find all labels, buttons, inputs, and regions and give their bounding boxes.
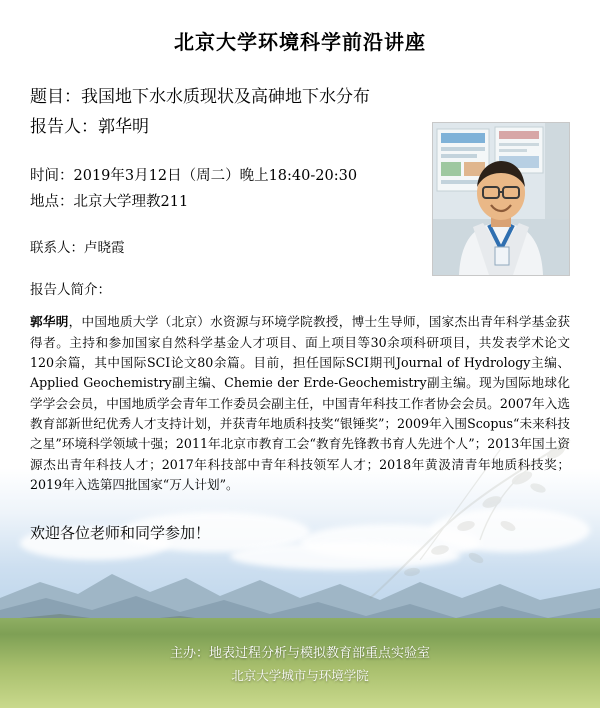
- subject-label: 题目：: [30, 87, 81, 107]
- bio-paragraph: [30, 312, 570, 496]
- subject-value: 我国地下水水质现状及高砷地下水分布: [81, 87, 370, 107]
- speaker-label: 报告人：: [30, 116, 98, 137]
- bio-name: 郭华明: [30, 314, 69, 330]
- subject-line: [30, 83, 570, 113]
- footer-school: 北京大学城市与环境学院: [231, 667, 369, 683]
- contact-label: 联系人：: [30, 240, 84, 257]
- bio-body: ，中国地质大学（北京）水资源与环境学院教授，博士生导师，国家杰出青年科学基金获得者。主持和参加国家自然科学基金人才项目、面上项目等30余项科研项目，共发表学术论文120余篇，其中国际SCI论文80余篇。目前，担任国际SCI期刊Journal of Hydrology主编、Applied Geochemistry副主编、Chemie der Erde-Geochemistry副主编。现为国际地球化学学会会员，中国地质学会青年工作委员会副主任，中国青年科技工作者协会会员。2007年入选教育部新世纪优秀人才支持计划，并获青年地质科技奖“银锤奖”；2009年入围Scopus“未来科技之星”环境科学领域十强；2011年北京市教育工会“教育先锋教书育人先进个人”；2013年国土资源杰出青年科技人才；2017年科技部中青年科技领军人才；2018年黄汲清青年地质科技奖；2019年入选第四批国家“万人计划”。: [30, 314, 571, 493]
- time-label: 时间：: [30, 167, 74, 184]
- place-label: 地点：: [30, 194, 74, 211]
- portrait-illustration: [433, 123, 569, 275]
- welcome-line: 欢迎各位老师和同学参加！: [30, 523, 211, 542]
- speaker-photo: [432, 122, 570, 276]
- time-value: 2019年3月12日（周二）晚上18:40-20:30: [73, 167, 358, 184]
- speaker-value: 郭华明: [98, 116, 149, 137]
- contact-value: 卢晓霞: [84, 240, 125, 257]
- page-title: 北京大学环境科学前沿讲座: [174, 30, 426, 54]
- place-value: 北京大学理教211: [73, 194, 189, 211]
- footer-organizer: 主办：地表过程分析与模拟教育部重点实验室: [169, 645, 430, 661]
- poster-footer: [0, 643, 600, 686]
- bio-heading: 报告人简介：: [30, 282, 111, 299]
